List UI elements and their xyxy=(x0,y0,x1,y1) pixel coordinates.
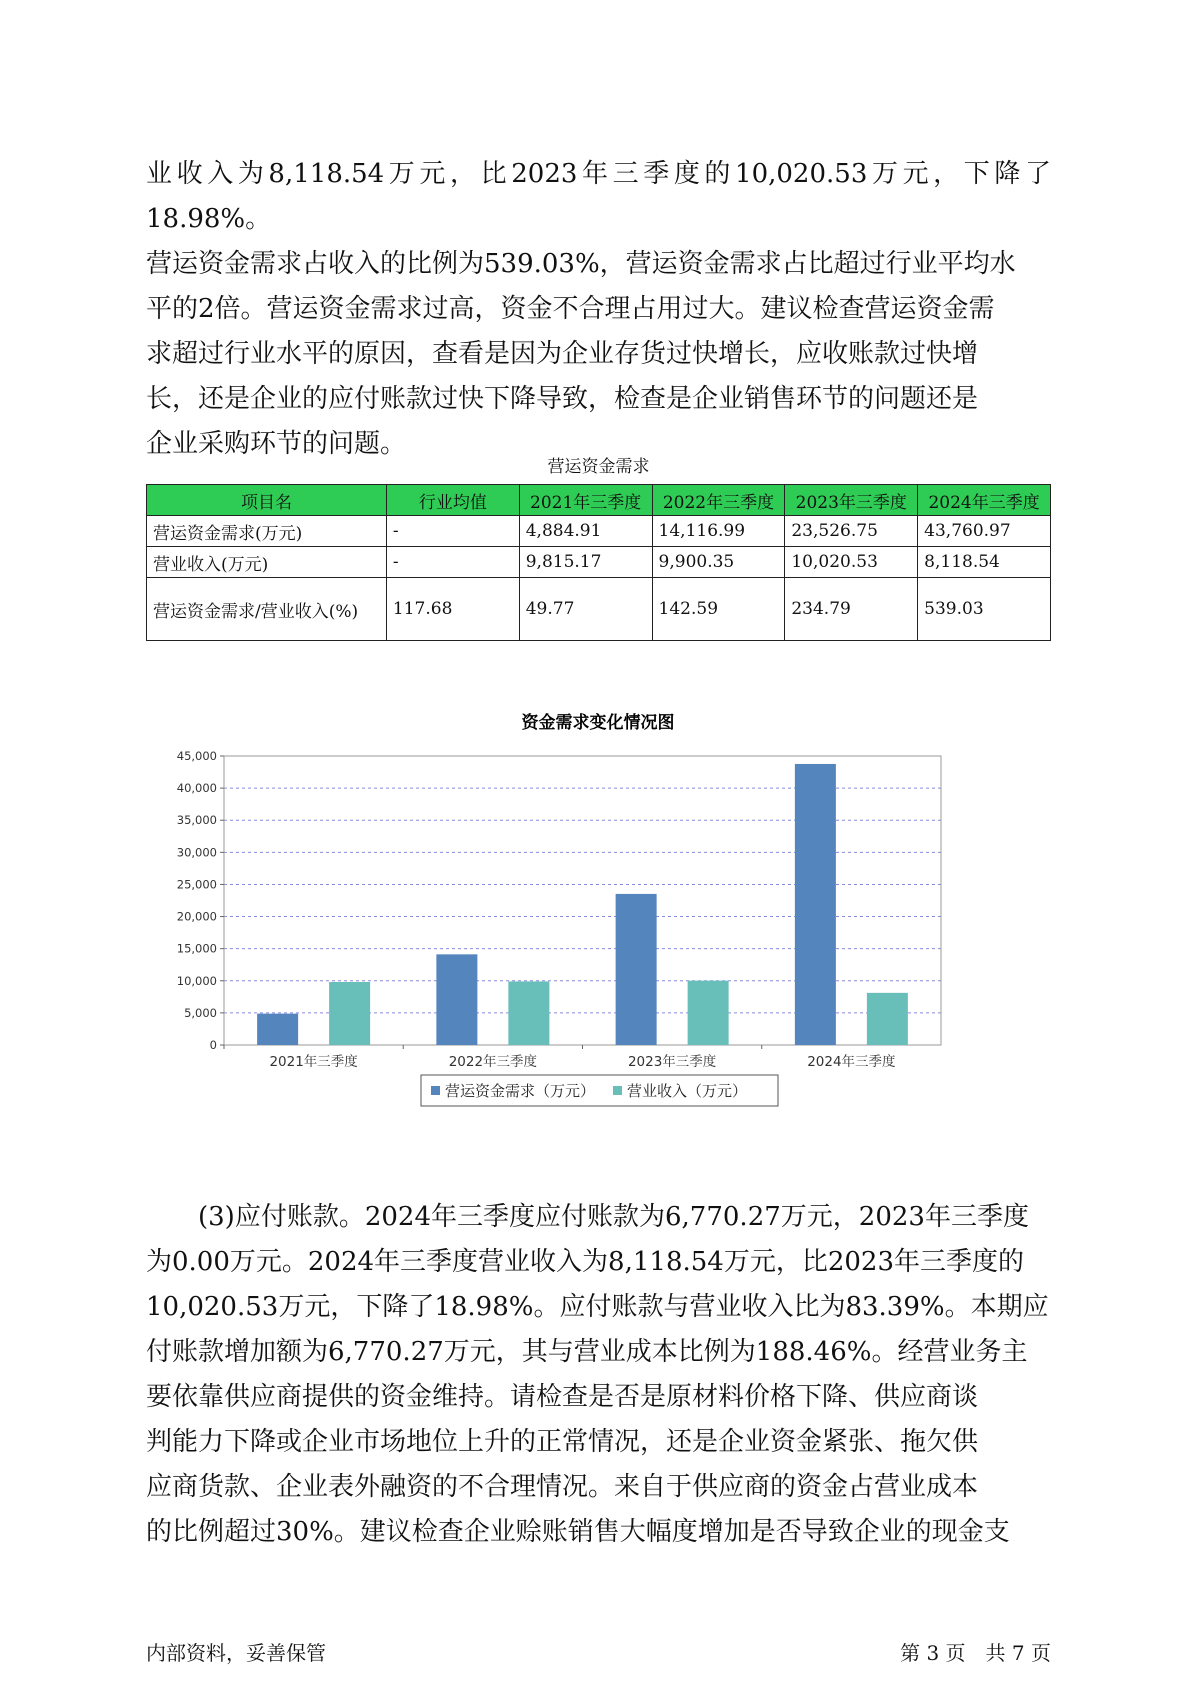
bars xyxy=(257,764,908,1045)
legend-swatch xyxy=(613,1086,622,1095)
y-tick-label: 35,000 xyxy=(176,813,217,828)
footer-confidential-note: 内部资料，妥善保管 xyxy=(146,1641,326,1665)
header-cell-2022q3: 2022年三季度 xyxy=(652,485,785,516)
text-line: 判能力下降或企业市场地位上升的正常情况，还是企业资金紧张、拖欠供 xyxy=(146,1427,979,1457)
table-cell: 14,116.99 xyxy=(652,516,785,547)
y-tick-label: 30,000 xyxy=(176,845,217,860)
header-cell-2021q3: 2021年三季度 xyxy=(519,485,652,516)
header-cell-2024q3: 2024年三季度 xyxy=(918,485,1051,516)
text-line: 营运资金需求占收入的比例为539.03%，营运资金需求占比超过行业平均水 xyxy=(146,249,1016,279)
bar-revenue xyxy=(508,981,549,1045)
table-cell: 营运资金需求/营业收入(%) xyxy=(147,578,387,641)
paragraph-working-capital xyxy=(146,152,1051,467)
table-cell: 营业收入(万元) xyxy=(147,547,387,578)
text-line: 业收入为8,118.54万元，比2023年三季度的10,020.53万元，下降了18.98%。 xyxy=(146,159,1051,234)
header-cell-item: 项目名 xyxy=(147,485,387,516)
y-tick-label: 10,000 xyxy=(176,973,217,988)
y-tick-label: 25,000 xyxy=(176,877,217,892)
table-row xyxy=(147,516,1051,547)
y-axis xyxy=(177,749,224,1052)
text-line: 长，还是企业的应付账款过快下降导致，检查是企业销售环节的问题还是 xyxy=(146,384,979,414)
table-row xyxy=(147,547,1051,578)
table-title: 营运资金需求 xyxy=(547,457,650,477)
table-cell: 234.79 xyxy=(785,578,918,641)
x-tick-label: 2023年三季度 xyxy=(627,1054,717,1070)
y-tick-label: 5,000 xyxy=(184,1005,217,1020)
table-cell: 539.03 xyxy=(918,578,1051,641)
text-line: 要依靠供应商提供的资金维持。请检查是否是原材料价格下降、供应商谈 xyxy=(146,1382,979,1412)
table-cell: 8,118.54 xyxy=(918,547,1051,578)
x-tick-label: 2024年三季度 xyxy=(807,1054,896,1070)
table-cell: - xyxy=(386,547,519,578)
legend-swatch xyxy=(431,1086,440,1095)
table-cell: - xyxy=(386,516,519,547)
legend-label: 营业收入（万元） xyxy=(627,1082,748,1100)
text-line: 的比例超过30%。建议检查企业赊账销售大幅度增加是否导致企业的现金支 xyxy=(146,1517,1010,1547)
y-tick-label: 20,000 xyxy=(176,909,217,924)
header-cell-2023q3: 2023年三季度 xyxy=(785,485,918,516)
text-line: 企业采购环节的问题。 xyxy=(146,429,407,459)
bar-revenue xyxy=(688,981,729,1045)
bar-chart xyxy=(146,700,1051,1170)
bar-working-capital xyxy=(616,894,657,1045)
chart-title: 资金需求变化情况图 xyxy=(521,713,675,733)
paragraph-accounts-payable xyxy=(146,1195,1051,1555)
y-tick-label: 40,000 xyxy=(176,781,217,796)
table-cell: 营运资金需求(万元) xyxy=(147,516,387,547)
table-cell: 23,526.75 xyxy=(785,516,918,547)
table-cell: 49.77 xyxy=(519,578,652,641)
bar-working-capital xyxy=(257,1014,298,1045)
bar-revenue xyxy=(329,982,370,1045)
y-tick-label: 45,000 xyxy=(176,749,217,763)
legend-label: 营运资金需求（万元） xyxy=(445,1082,596,1100)
x-tick-label: 2021年三季度 xyxy=(269,1054,358,1070)
text-line: 10,020.53万元，下降了18.98%。应付账款与营业收入比为83.39%。本期应 xyxy=(146,1292,1049,1322)
text-line: 求超过行业水平的原因，查看是因为企业存货过快增长，应收账款过快增 xyxy=(146,339,979,369)
text-line: 应商货款、企业表外融资的不合理情况。来自于供应商的资金占营业成本 xyxy=(146,1472,979,1502)
y-tick-label: 0 xyxy=(209,1038,217,1052)
bar-revenue xyxy=(867,993,908,1045)
table-header-row xyxy=(147,485,1051,516)
legend xyxy=(421,1075,778,1106)
table-cell: 9,815.17 xyxy=(519,547,652,578)
bar-working-capital xyxy=(436,954,477,1045)
x-axis xyxy=(224,1045,896,1070)
table-cell: 142.59 xyxy=(652,578,785,641)
table-cell: 117.68 xyxy=(386,578,519,641)
header-cell-industry-avg: 行业均值 xyxy=(386,485,519,516)
text-line: (3)应付账款。2024年三季度应付账款为6,770.27万元，2023年三季度 xyxy=(198,1202,1029,1232)
y-tick-label: 15,000 xyxy=(176,941,217,956)
table-cell: 10,020.53 xyxy=(785,547,918,578)
table-cell: 9,900.35 xyxy=(652,547,785,578)
working-capital-table xyxy=(146,484,1051,641)
table-cell: 4,884.91 xyxy=(519,516,652,547)
table-cell: 43,760.97 xyxy=(918,516,1051,547)
x-tick-label: 2022年三季度 xyxy=(448,1054,538,1070)
table-row xyxy=(147,578,1051,641)
text-line: 为0.00万元。2024年三季度营业收入为8,118.54万元，比2023年三季度的 xyxy=(146,1247,1025,1277)
footer-page-number: 第 3 页 共 7 页 xyxy=(900,1641,1051,1665)
text-line: 付账款增加额为6,770.27万元，其与营业成本比例为188.46%。经营业务主 xyxy=(146,1337,1028,1367)
text-line: 平的2倍。营运资金需求过高，资金不合理占用过大。建议检查营运资金需 xyxy=(146,294,995,324)
bar-working-capital xyxy=(795,764,836,1045)
